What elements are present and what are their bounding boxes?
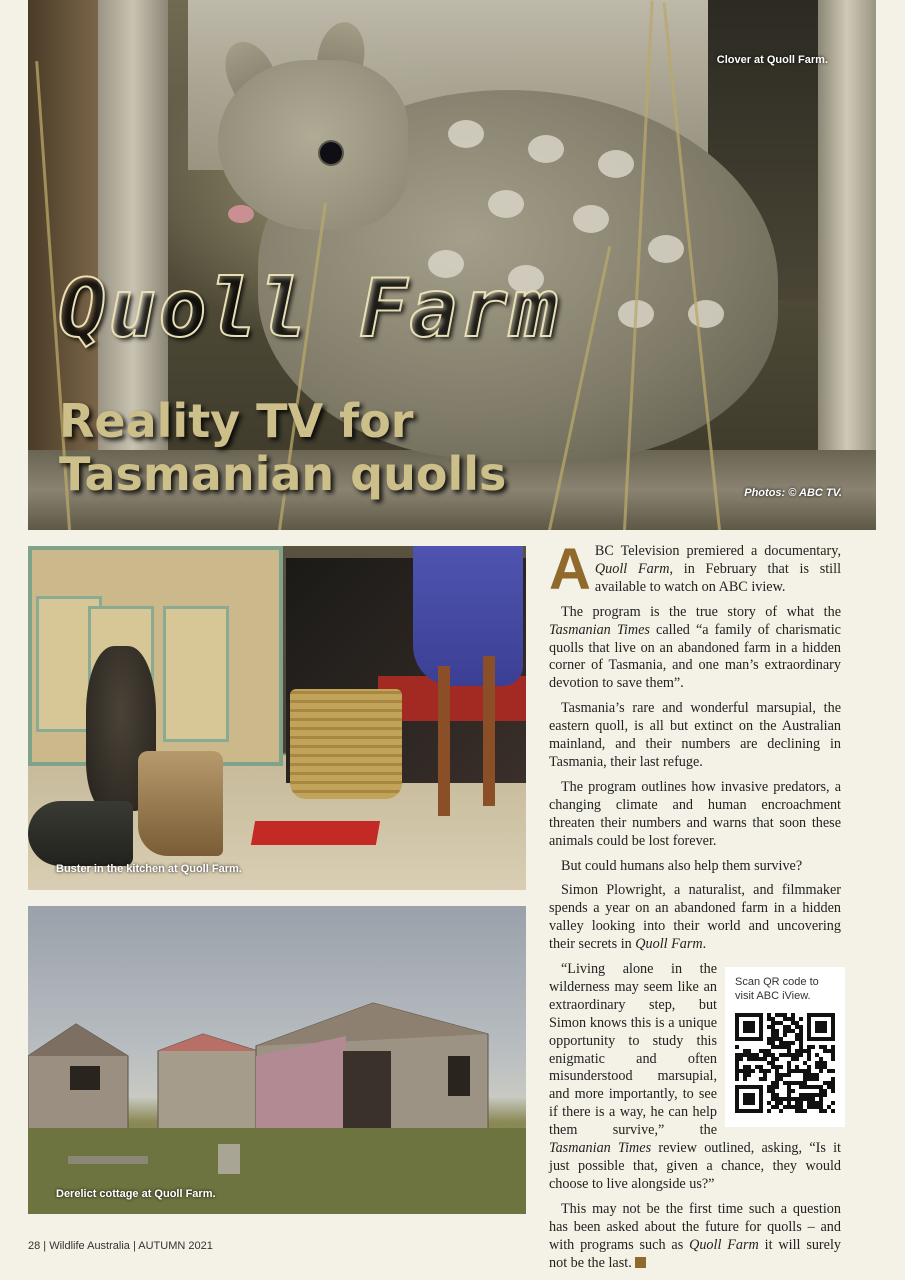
hero-caption: Clover at Quoll Farm.	[716, 54, 828, 66]
drop-cap: A	[549, 537, 591, 602]
article-paragraph-4: The program outlines how invasive predators, a changing climate and human encroachment threaten their numbers and warns that soon these animals could be lost forever.	[549, 778, 841, 849]
page-footer: 28 | Wildlife Australia | AUTUMN 2021	[28, 1240, 213, 1252]
hero-photo	[28, 0, 876, 530]
article-paragraph-7: Scan QR code to visit ABC iView. “Living alone in the wilderness may seem like an extraordinary step, but Simon knows this is a unique opportunity to study this enigmatic and often misunderstood marsupial, and more importantly, to see if there is a way, he can help them survive,” the Tasmanian Times review outlined, asking, “Is it just possible that, given a chance, they would choose to live alongside us?”	[549, 961, 841, 1194]
article-title: Quoll Farm	[58, 262, 560, 355]
article-paragraph-6: Simon Plowright, a naturalist, and filmmaker spends a year on an abandoned farm in a hidden valley looking into their world and uncovering their secrets in Quoll Farm.	[549, 882, 841, 953]
kitchen-photo	[28, 546, 526, 890]
cottage-caption: Derelict cottage at Quoll Farm.	[56, 1188, 216, 1200]
article-paragraph-1: ABC Television premiered a documentary, Quoll Farm, in February that is still available to watch on ABC iview.	[549, 537, 842, 602]
cottage-photo	[28, 906, 526, 1214]
article-paragraph-8: This may not be the first time such a question has been asked about the future for quolls – and with programs such as Quoll Farm it will surely not be the last.	[549, 1200, 841, 1271]
article-subtitle: Reality TV for Tasmanian quolls	[59, 394, 507, 501]
article-body	[549, 537, 842, 1279]
article-paragraph-2: The program is the true story of what the Tasmanian Times called “a family of charismatic quolls that live on an abandoned farm in a hidden corner of Tasmania, and one man’s extraordinary devotion to save them”.	[549, 603, 841, 692]
kitchen-caption: Buster in the kitchen at Quoll Farm.	[56, 863, 242, 875]
article-paragraph-3: Tasmania’s rare and wonderful marsupial, the eastern quoll, is all but extinct on the Australian mainland, and their numbers are declining in Tasmania, their last refuge.	[549, 700, 841, 770]
qr-code-icon[interactable]	[735, 1013, 835, 1113]
article-paragraph-5: But could humans also help them survive?	[561, 857, 803, 874]
photo-credit: Photos: © ABC TV.	[744, 487, 842, 499]
qr-code-box[interactable]	[725, 967, 845, 1127]
cottage-illustration	[28, 906, 526, 1214]
end-mark-icon	[635, 1257, 646, 1268]
qr-label: Scan QR code to visit ABC iView.	[735, 976, 819, 1003]
